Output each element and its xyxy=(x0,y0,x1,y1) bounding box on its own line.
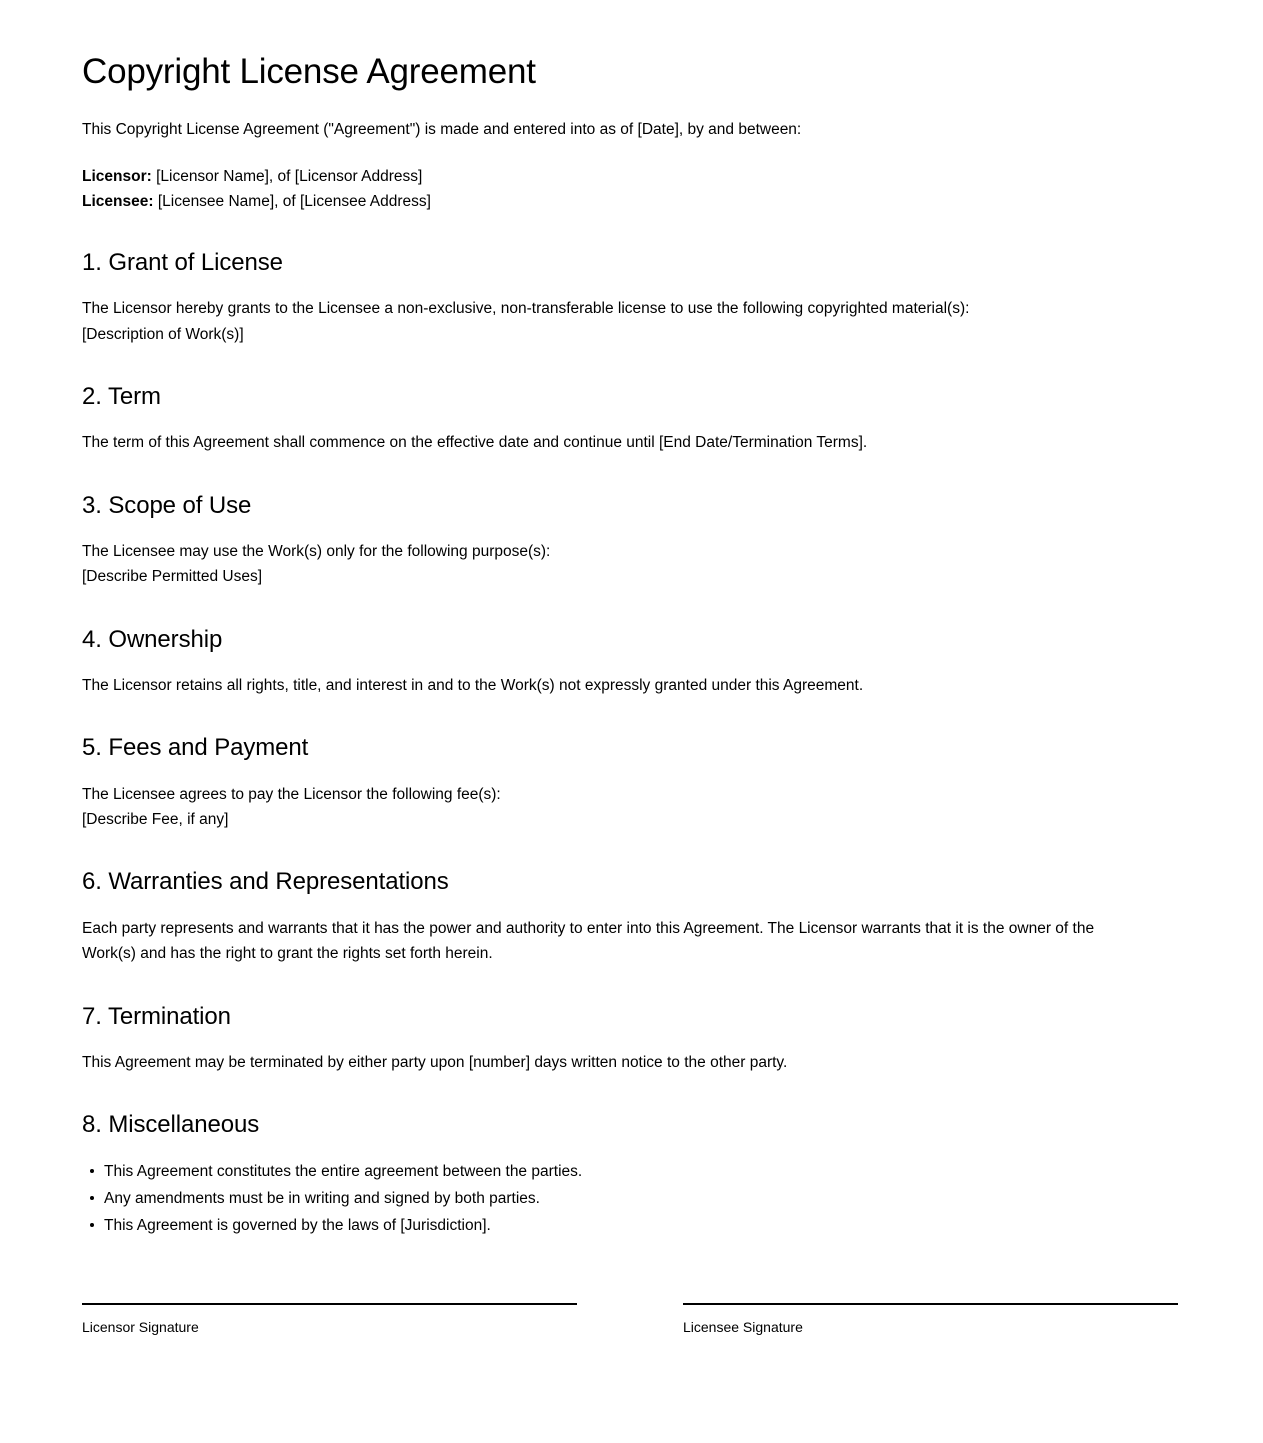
section-heading: 5. Fees and Payment xyxy=(82,734,309,762)
section-body xyxy=(82,673,1130,698)
licensor-signature-block xyxy=(82,1303,577,1336)
miscellaneous-list xyxy=(82,1159,1181,1238)
section-heading: 8. Miscellaneous xyxy=(82,1111,260,1139)
section-ownership xyxy=(82,626,1181,699)
section-body-line: The term of this Agreement shall commence on the effective date and continue until [End Date/Termination Terms]. xyxy=(82,434,868,452)
list-item: Any amendments must be in writing and signed by both parties. xyxy=(82,1186,1181,1211)
section-grant-of-license xyxy=(82,249,1181,347)
licensor-signature-line[interactable] xyxy=(82,1303,577,1305)
licensee-label: Licensee: xyxy=(82,193,154,211)
licensee-line xyxy=(82,189,1181,215)
licensor-signature-label: Licensor Signature xyxy=(82,1318,199,1335)
licensee-signature-label: Licensee Signature xyxy=(683,1318,803,1335)
section-body xyxy=(82,782,1130,832)
parties-block xyxy=(82,164,1181,215)
section-body-line: The Licensor retains all rights, title, and interest in and to the Work(s) not expressly granted under this Agreement. xyxy=(82,677,864,695)
section-heading: 4. Ownership xyxy=(82,625,223,653)
section-heading: 2. Term xyxy=(82,382,161,410)
section-body: Each party represents and warrants that it has the power and authority to enter into this Agreement. The Licensor warrants that it is the owner of the Work(s) and has the right to grant the rights set forth herein. xyxy=(82,920,1095,963)
section-body-line: The Licensee may use the Work(s) only for the following purpose(s): xyxy=(82,543,551,561)
section-heading: 3. Scope of Use xyxy=(82,491,252,519)
list-item: This Agreement is governed by the laws of [Jurisdiction]. xyxy=(82,1213,1181,1238)
section-fees-and-payment xyxy=(82,734,1181,832)
section-term xyxy=(82,383,1181,456)
section-termination xyxy=(82,1003,1181,1076)
section-body xyxy=(82,539,1130,589)
section-body-line: [Describe Fee, if any] xyxy=(82,811,229,829)
licensee-signature-block xyxy=(683,1303,1178,1336)
licensee-signature-line[interactable] xyxy=(683,1303,1178,1305)
list-item: This Agreement constitutes the entire agreement between the parties. xyxy=(82,1159,1181,1184)
section-body-line: [Description of Work(s)] xyxy=(82,325,244,343)
section-body-line: The Licensor hereby grants to the Licensee a non-exclusive, non-transferable license to use the following copyrighted material(s): xyxy=(82,300,970,318)
signature-block xyxy=(82,1303,1181,1336)
section-warranties-and-representations xyxy=(82,868,1181,966)
section-body-line: The Licensee agrees to pay the Licensor the following fee(s): xyxy=(82,786,501,804)
section-body-line: [Describe Permitted Uses] xyxy=(82,568,263,586)
section-heading: 1. Grant of License xyxy=(82,248,283,276)
section-miscellaneous xyxy=(82,1111,1181,1238)
page-title: Copyright License Agreement xyxy=(82,52,536,91)
licensee-value: [Licensee Name], of [Licensee Address] xyxy=(153,193,431,211)
section-body xyxy=(82,1050,1130,1075)
section-heading: 7. Termination xyxy=(82,1002,231,1030)
section-body-line: This Agreement may be terminated by either party upon [number] days written notice to the other party. xyxy=(82,1054,788,1072)
section-body xyxy=(82,296,1130,346)
section-heading: 6. Warranties and Representations xyxy=(82,868,449,896)
section-body xyxy=(82,430,1130,455)
intro-paragraph: This Copyright License Agreement ("Agreement") is made and entered into as of [Date], by and between: xyxy=(82,121,802,139)
licensor-label: Licensor: xyxy=(82,167,152,185)
section-scope-of-use xyxy=(82,492,1181,590)
licensor-line xyxy=(82,164,1181,190)
licensor-value: [Licensor Name], of [Licensor Address] xyxy=(151,167,423,185)
